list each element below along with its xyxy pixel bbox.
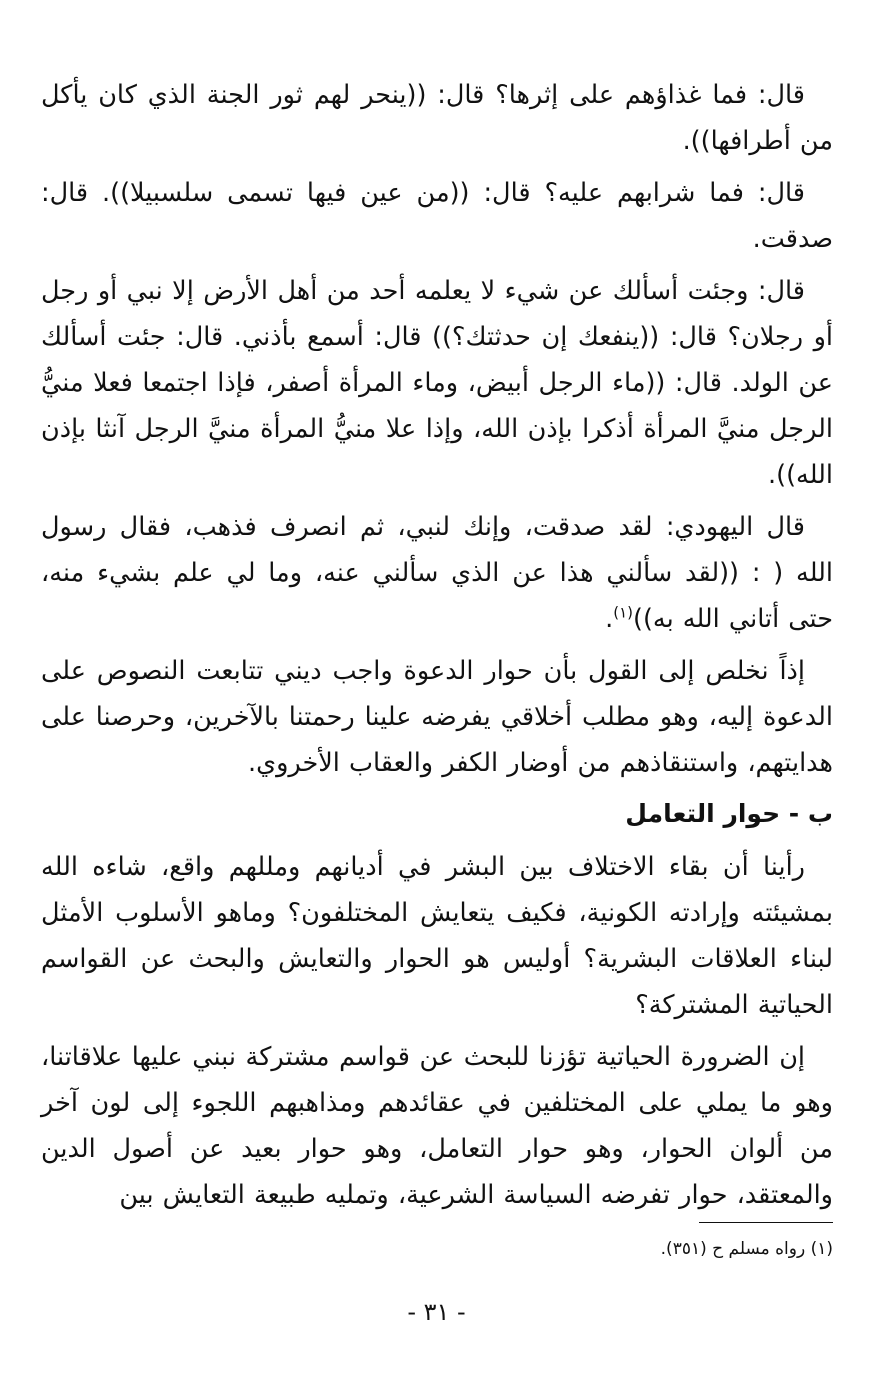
paragraph-drink: قال: فما شرابهم عليه؟ قال: ((من عين فيها تسمى سلسبيلا)). قال: صدقت.: [41, 178, 833, 254]
footnote-reference: (١): [613, 603, 634, 622]
paragraph-child-question: قال: وجئت أسألك عن شيء لا يعلمه أحد من أهل الأرض إلا نبي أو رجل أو رجلان؟ قال: ((ينفعك إن حدثتك؟)) قال: أسمع بأذني. قال: جئت أسألك عن الولد. قال: ((ماء الرجل أبيض، وماء المرأة أصفر، فإذا اجتمعا فعلا منيُّ الرجل منيَّ المرأة أذكرا بإذن الله، وإذا علا منيُّ المرأة منيَّ الرجل آنثا بإذن الله)).: [41, 276, 833, 490]
footnote: (١) رواه مسلم ح (٣٥١).: [660, 1239, 833, 1259]
paragraph-jew-reply-text: قال اليهودي: لقد صدقت، وإنك لنبي، ثم انصرف فذهب، فقال رسول الله ( : ((لقد سألني هذا عن الذي سألني عنه، وما لي علم بشيء منه، حتى أتاني الله به)): [41, 512, 833, 634]
paragraph-dawah-conclusion: إذاً نخلص إلى القول بأن حوار الدعوة واجب ديني تتابعت النصوص على الدعوة إليه، وهو مطلب أخلاقي يفرضه علينا رحمتنا بالآخرين، وحرصنا على هدايتهم، واستنقاذهم من أوضار الكفر والعقاب الأخروي.: [41, 656, 833, 778]
paragraph-necessity: إن الضرورة الحياتية تؤزنا للبحث عن قواسم مشتركة نبني عليها علاقاتنا، وهو ما يملي على المختلفين في عقائدهم ومذاهبهم اللجوء إلى لون آخر من ألوان الحوار، وهو حوار التعامل، وهو حوار بعيد عن أصول الدين والمعتقد، حوار تفرضه السياسة الشرعية، وتمليه طبيعة التعايش بين: [41, 1042, 833, 1210]
footnote-divider: [699, 1222, 833, 1223]
paragraph-food: قال: فما غذاؤهم على إثرها؟ قال: ((ينحر لهم ثور الجنة الذي كان يأكل من أطرافها)).: [41, 80, 833, 156]
section-heading: ب - حوار التعامل: [625, 799, 833, 828]
page-body: [41, 72, 833, 1224]
paragraph-jew-reply: قال اليهودي: لقد صدقت، وإنك لنبي، ثم انصرف فذهب، فقال رسول الله ( : ((لقد سألني هذا عن الذي سألني عنه، وما لي علم بشيء منه، حتى أتاني الله به))$^{(١)}$.: [41, 512, 833, 634]
paragraph-coexistence: رأينا أن بقاء الاختلاف بين البشر في أديانهم ومللهم واقع، شاءه الله بمشيئته وإرادته الكونية، فكيف يتعايش المختلفون؟ وماهو الأسلوب الأمثل لبناء العلاقات البشرية؟ أوليس هو الحوار والتعايش والبحث عن القواسم الحياتية المشتركة؟: [41, 852, 833, 1020]
page-number: - ٣١ -: [407, 1298, 466, 1326]
